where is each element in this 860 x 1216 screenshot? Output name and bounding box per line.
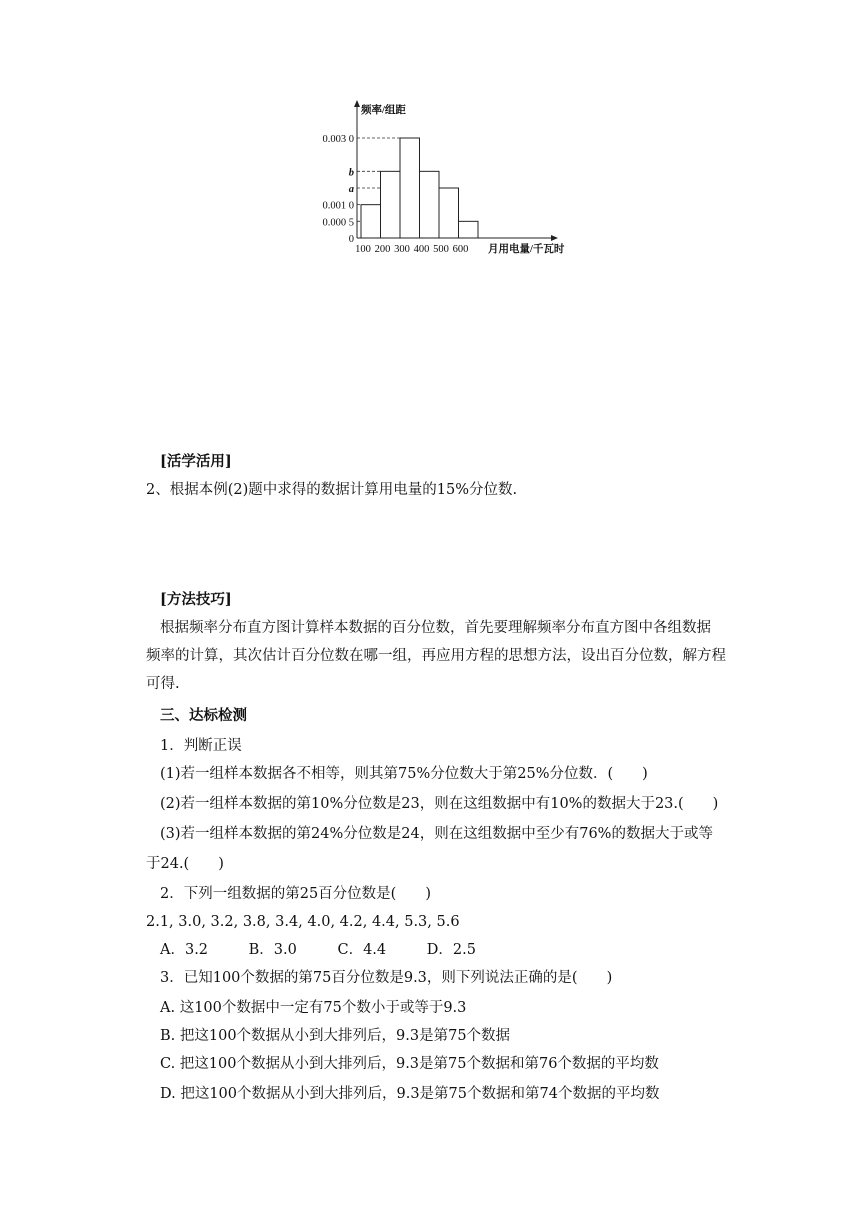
q3-title: 3．已知100个数据的第75百分位数是9.3，则下列说法正确的是( ) <box>160 970 613 986</box>
q1-item-3-cont: 于24.( ) <box>146 856 224 872</box>
q2-option-b: B．3.0 <box>248 942 297 958</box>
q2-option-c: C．4.4 <box>337 942 387 958</box>
practice-question-2: 2、根据本例(2)题中求得的数据计算用电量的15%分位数. <box>146 482 518 498</box>
q1-title: 1．判断正误 <box>160 738 242 754</box>
q2-data: 2.1, 3.0, 3.2, 3.8, 3.4, 4.0, 4.2, 4.4, 5.3, 5.6 <box>146 914 460 930</box>
y-tick-label-0: 0 <box>348 234 354 245</box>
histogram-bar-5 <box>459 221 479 238</box>
x-axis-arrow <box>551 235 558 241</box>
method-text-line-3: 可得. <box>146 676 180 692</box>
histogram-bar-3 <box>420 171 440 238</box>
x-tick-label-0: 100 <box>355 244 371 255</box>
x-axis-title: 月用电量/千瓦时 <box>488 244 565 255</box>
histogram-bar-0 <box>361 205 381 238</box>
practice-heading: [活学活用] <box>160 453 232 470</box>
x-tick-label-2: 300 <box>394 244 410 255</box>
q3-option-c: C. 把这100个数据从小到大排列后，9.3是第75个数据和第76个数据的平均数 <box>160 1056 659 1072</box>
x-tick-label-5: 600 <box>452 244 469 255</box>
y-tick-label-3: a <box>348 184 354 195</box>
y-tick-label-5: 0.003 0 <box>322 134 354 145</box>
q2-options <box>160 940 512 960</box>
q3-option-d: D. 把这100个数据从小到大排列后，9.3是第75个数据和第74个数据的平均数 <box>160 1086 660 1102</box>
q3-option-a: A. 这100个数据中一定有75个数小于或等于9.3 <box>160 1000 467 1016</box>
x-tick-label-3: 400 <box>413 244 430 255</box>
y-tick-label-4: b <box>348 167 354 179</box>
y-axis-title: 频率/组距 <box>361 105 406 116</box>
method-text-line-2: 频率的计算，其次估计百分位数在哪一组，再应用方程的思想方法，设出百分位数，解方程 <box>146 648 726 664</box>
histogram-bar-4 <box>439 188 459 238</box>
q2-title: 2．下列一组数据的第25百分位数是( ) <box>160 886 431 902</box>
x-tick-label-1: 200 <box>374 244 391 255</box>
histogram-bar-1 <box>381 171 401 238</box>
q1-item-1: (1)若一组样本数据各不相等，则其第75%分位数大于第25%分位数．( ) <box>160 766 648 782</box>
q1-item-2: (2)若一组样本数据的第10%分位数是23，则在这组数据中有10%的数据大于23.( ) <box>160 796 719 812</box>
test-heading: 三、达标检测 <box>160 707 247 724</box>
histogram-chart <box>300 96 600 266</box>
histogram-bar-2 <box>400 138 420 238</box>
method-text-line-1: 根据频率分布直方图计算样本数据的百分位数，首先要理解频率分布直方图中各组数据 <box>160 620 711 636</box>
q1-item-3: (3)若一组样本数据的第24%分位数是24，则在这组数据中至少有76%的数据大于或等 <box>160 826 713 842</box>
x-tick-label-4: 500 <box>433 244 449 255</box>
method-heading: [方法技巧] <box>160 591 232 608</box>
y-tick-label-2: 0.001 0 <box>322 200 354 212</box>
q3-option-b: B. 把这100个数据从小到大排列后，9.3是第75个数据 <box>160 1028 511 1044</box>
y-tick-label-1: 0.000 5 <box>322 217 354 229</box>
y-axis-arrow <box>354 100 360 107</box>
q2-option-d: D．2.5 <box>426 942 476 958</box>
q2-option-a: A．3.2 <box>160 942 209 958</box>
